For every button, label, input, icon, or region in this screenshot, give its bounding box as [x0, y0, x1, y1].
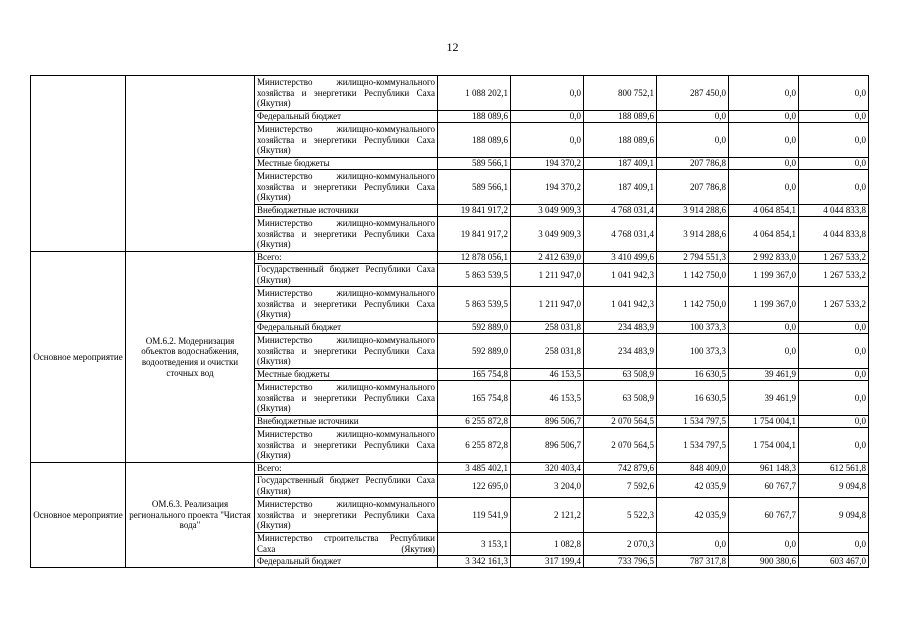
amount-cell: 787 317,8 — [657, 556, 729, 568]
funding-source-cell: Государственный бюджет Республики Саха (Якутия) — [255, 475, 438, 498]
funding-source-cell: Министерство жилищно-коммунального хозяйства и энергетики Республики Саха (Якутия) — [255, 76, 438, 111]
amount-cell: 2 121,2 — [511, 498, 584, 533]
amount-cell: 3 914 288,6 — [657, 217, 729, 252]
amount-cell: 4 768 031,4 — [584, 205, 657, 217]
amount-cell: 0,0 — [511, 76, 584, 111]
amount-cell: 2 070 564,5 — [584, 416, 657, 428]
funding-source-cell: Местные бюджеты — [255, 369, 438, 381]
funding-source-cell: Внебюджетные источники — [255, 416, 438, 428]
amount-cell: 42 035,9 — [657, 498, 729, 533]
amount-cell: 3 153,1 — [438, 533, 511, 556]
funding-source-cell: Министерство жилищно-коммунального хозяйства и энергетики Республики Саха (Якутия) — [255, 381, 438, 416]
amount-cell: 0,0 — [729, 111, 799, 123]
amount-cell: 3 410 499,6 — [584, 252, 657, 264]
amount-cell: 896 506,7 — [511, 416, 584, 428]
amount-cell: 100 373,3 — [657, 322, 729, 334]
amount-cell: 0,0 — [799, 334, 869, 369]
funding-source-cell: Местные бюджеты — [255, 158, 438, 170]
amount-cell: 0,0 — [799, 123, 869, 158]
amount-cell: 320 403,4 — [511, 463, 584, 475]
amount-cell: 589 566,1 — [438, 158, 511, 170]
funding-source-cell: Федеральный бюджет — [255, 111, 438, 123]
amount-cell: 6 255 872,8 — [438, 428, 511, 463]
amount-cell: 1 267 533,2 — [799, 287, 869, 322]
amount-cell: 0,0 — [799, 322, 869, 334]
amount-cell: 0,0 — [729, 158, 799, 170]
amount-cell: 1 211 947,0 — [511, 287, 584, 322]
activity-type-cell — [31, 76, 126, 252]
page-number: 12 — [446, 40, 459, 54]
amount-cell: 900 380,6 — [729, 556, 799, 568]
amount-cell: 733 796,5 — [584, 556, 657, 568]
amount-cell: 848 409,0 — [657, 463, 729, 475]
amount-cell: 0,0 — [799, 158, 869, 170]
amount-cell: 207 786,8 — [657, 158, 729, 170]
amount-cell: 4 044 833,8 — [799, 205, 869, 217]
amount-cell: 3 342 161,3 — [438, 556, 511, 568]
funding-source-cell: Министерство жилищно-коммунального хозяйства и энергетики Республики Саха (Якутия) — [255, 170, 438, 205]
funding-source-cell: Государственный бюджет Республики Саха (Якутия) — [255, 264, 438, 287]
amount-cell: 4 044 833,8 — [799, 217, 869, 252]
amount-cell: 603 467,0 — [799, 556, 869, 568]
funding-source-cell: Министерство жилищно-коммунального хозяйства и энергетики Республики Саха (Якутия) — [255, 334, 438, 369]
amount-cell: 0,0 — [657, 533, 729, 556]
amount-cell: 0,0 — [799, 533, 869, 556]
amount-cell: 0,0 — [729, 322, 799, 334]
amount-cell: 0,0 — [799, 170, 869, 205]
amount-cell: 1 041 942,3 — [584, 287, 657, 322]
amount-cell: 592 889,0 — [438, 322, 511, 334]
amount-cell: 234 483,9 — [584, 322, 657, 334]
amount-cell: 592 889,0 — [438, 334, 511, 369]
amount-cell: 60 767,7 — [729, 498, 799, 533]
funding-source-cell: Федеральный бюджет — [255, 322, 438, 334]
amount-cell: 4 768 031,4 — [584, 217, 657, 252]
amount-cell: 9 094,8 — [799, 475, 869, 498]
amount-cell: 187 409,1 — [584, 170, 657, 205]
amount-cell: 194 370,2 — [511, 158, 584, 170]
amount-cell: 60 767,7 — [729, 475, 799, 498]
amount-cell: 1 199 367,0 — [729, 264, 799, 287]
funding-source-cell: Всего: — [255, 252, 438, 264]
amount-cell: 961 148,3 — [729, 463, 799, 475]
amount-cell: 5 863 539,5 — [438, 264, 511, 287]
amount-cell: 119 541,9 — [438, 498, 511, 533]
amount-cell: 742 879,6 — [584, 463, 657, 475]
amount-cell: 2 070 564,5 — [584, 428, 657, 463]
amount-cell: 1 199 367,0 — [729, 287, 799, 322]
amount-cell: 1 267 533,2 — [799, 252, 869, 264]
amount-cell: 1 754 004,1 — [729, 416, 799, 428]
amount-cell: 19 841 917,2 — [438, 205, 511, 217]
amount-cell: 1 754 004,1 — [729, 428, 799, 463]
amount-cell: 46 153,5 — [511, 369, 584, 381]
funding-source-cell: Министерство жилищно-коммунального хозяйства и энергетики Республики Саха (Якутия) — [255, 287, 438, 322]
amount-cell: 0,0 — [799, 369, 869, 381]
amount-cell: 0,0 — [799, 416, 869, 428]
table-row — [31, 76, 869, 111]
amount-cell: 7 592,6 — [584, 475, 657, 498]
amount-cell: 258 031,8 — [511, 322, 584, 334]
amount-cell: 287 450,0 — [657, 76, 729, 111]
amount-cell: 0,0 — [729, 334, 799, 369]
activity-name-cell: ОМ.6.2. Модернизация объектов водоснабжения, водоотведения и очистки сточных вод — [126, 252, 255, 463]
amount-cell: 42 035,9 — [657, 475, 729, 498]
amount-cell: 9 094,8 — [799, 498, 869, 533]
amount-cell: 63 508,9 — [584, 381, 657, 416]
activity-name-cell — [126, 76, 255, 252]
amount-cell: 12 878 056,1 — [438, 252, 511, 264]
activity-type-cell: Основное мероприятие — [31, 252, 126, 463]
funding-source-cell: Министерство строительства Республики Саха (Якутия) — [255, 533, 438, 556]
amount-cell: 0,0 — [657, 111, 729, 123]
amount-cell: 187 409,1 — [584, 158, 657, 170]
funding-source-cell: Министерство жилищно-коммунального хозяйства и энергетики Республики Саха (Якутия) — [255, 498, 438, 533]
amount-cell: 5 863 539,5 — [438, 287, 511, 322]
amount-cell: 6 255 872,8 — [438, 416, 511, 428]
amount-cell: 1 082,8 — [511, 533, 584, 556]
amount-cell: 1 211 947,0 — [511, 264, 584, 287]
amount-cell: 194 370,2 — [511, 170, 584, 205]
amount-cell: 0,0 — [511, 111, 584, 123]
amount-cell: 5 522,3 — [584, 498, 657, 533]
amount-cell: 39 461,9 — [729, 381, 799, 416]
amount-cell: 188 089,6 — [438, 123, 511, 158]
amount-cell: 4 064 854,1 — [729, 217, 799, 252]
amount-cell: 0,0 — [799, 428, 869, 463]
amount-cell: 3 914 288,6 — [657, 205, 729, 217]
amount-cell: 0,0 — [657, 123, 729, 158]
amount-cell: 589 566,1 — [438, 170, 511, 205]
amount-cell: 0,0 — [799, 111, 869, 123]
amount-cell: 1 534 797,5 — [657, 428, 729, 463]
amount-cell: 46 153,5 — [511, 381, 584, 416]
amount-cell: 1 088 202,1 — [438, 76, 511, 111]
amount-cell: 0,0 — [799, 76, 869, 111]
amount-cell: 0,0 — [799, 381, 869, 416]
amount-cell: 1 142 750,0 — [657, 264, 729, 287]
amount-cell: 4 064 854,1 — [729, 205, 799, 217]
amount-cell: 234 483,9 — [584, 334, 657, 369]
amount-cell: 1 534 797,5 — [657, 416, 729, 428]
amount-cell: 16 630,5 — [657, 381, 729, 416]
amount-cell: 2 794 551,3 — [657, 252, 729, 264]
amount-cell: 3 204,0 — [511, 475, 584, 498]
funding-source-cell: Внебюджетные источники — [255, 205, 438, 217]
amount-cell: 1 267 533,2 — [799, 264, 869, 287]
amount-cell: 16 630,5 — [657, 369, 729, 381]
amount-cell: 122 695,0 — [438, 475, 511, 498]
amount-cell: 188 089,6 — [438, 111, 511, 123]
amount-cell: 3 485 402,1 — [438, 463, 511, 475]
amount-cell: 0,0 — [729, 170, 799, 205]
amount-cell: 2 992 833,0 — [729, 252, 799, 264]
amount-cell: 165 754,8 — [438, 381, 511, 416]
amount-cell: 0,0 — [729, 76, 799, 111]
amount-cell: 3 049 909,3 — [511, 205, 584, 217]
amount-cell: 188 089,6 — [584, 111, 657, 123]
amount-cell: 3 049 909,3 — [511, 217, 584, 252]
amount-cell: 0,0 — [729, 533, 799, 556]
funding-source-cell: Министерство жилищно-коммунального хозяйства и энергетики Республики Саха (Якутия) — [255, 428, 438, 463]
amount-cell: 2 070,3 — [584, 533, 657, 556]
table-row — [31, 463, 869, 475]
funding-source-cell: Федеральный бюджет — [255, 556, 438, 568]
amount-cell: 800 752,1 — [584, 76, 657, 111]
amount-cell: 0,0 — [729, 123, 799, 158]
amount-cell: 207 786,8 — [657, 170, 729, 205]
amount-cell: 317 199,4 — [511, 556, 584, 568]
activity-type-cell: Основное мероприятие — [31, 463, 126, 568]
funding-source-cell: Всего: — [255, 463, 438, 475]
amount-cell: 63 508,9 — [584, 369, 657, 381]
funding-source-cell: Министерство жилищно-коммунального хозяйства и энергетики Республики Саха (Якутия) — [255, 123, 438, 158]
amount-cell: 165 754,8 — [438, 369, 511, 381]
amount-cell: 612 561,8 — [799, 463, 869, 475]
amount-cell: 100 373,3 — [657, 334, 729, 369]
amount-cell: 2 412 639,0 — [511, 252, 584, 264]
amount-cell: 188 089,6 — [584, 123, 657, 158]
amount-cell: 19 841 917,2 — [438, 217, 511, 252]
amount-cell: 1 041 942,3 — [584, 264, 657, 287]
funding-source-cell: Министерство жилищно-коммунального хозяйства и энергетики Республики Саха (Якутия) — [255, 217, 438, 252]
budget-table — [30, 75, 869, 568]
table-row — [31, 252, 869, 264]
amount-cell: 1 142 750,0 — [657, 287, 729, 322]
amount-cell: 39 461,9 — [729, 369, 799, 381]
amount-cell: 258 031,8 — [511, 334, 584, 369]
amount-cell: 896 506,7 — [511, 428, 584, 463]
amount-cell: 0,0 — [511, 123, 584, 158]
activity-name-cell: ОМ.6.3. Реализация регионального проекта "Чистая вода" — [126, 463, 255, 568]
